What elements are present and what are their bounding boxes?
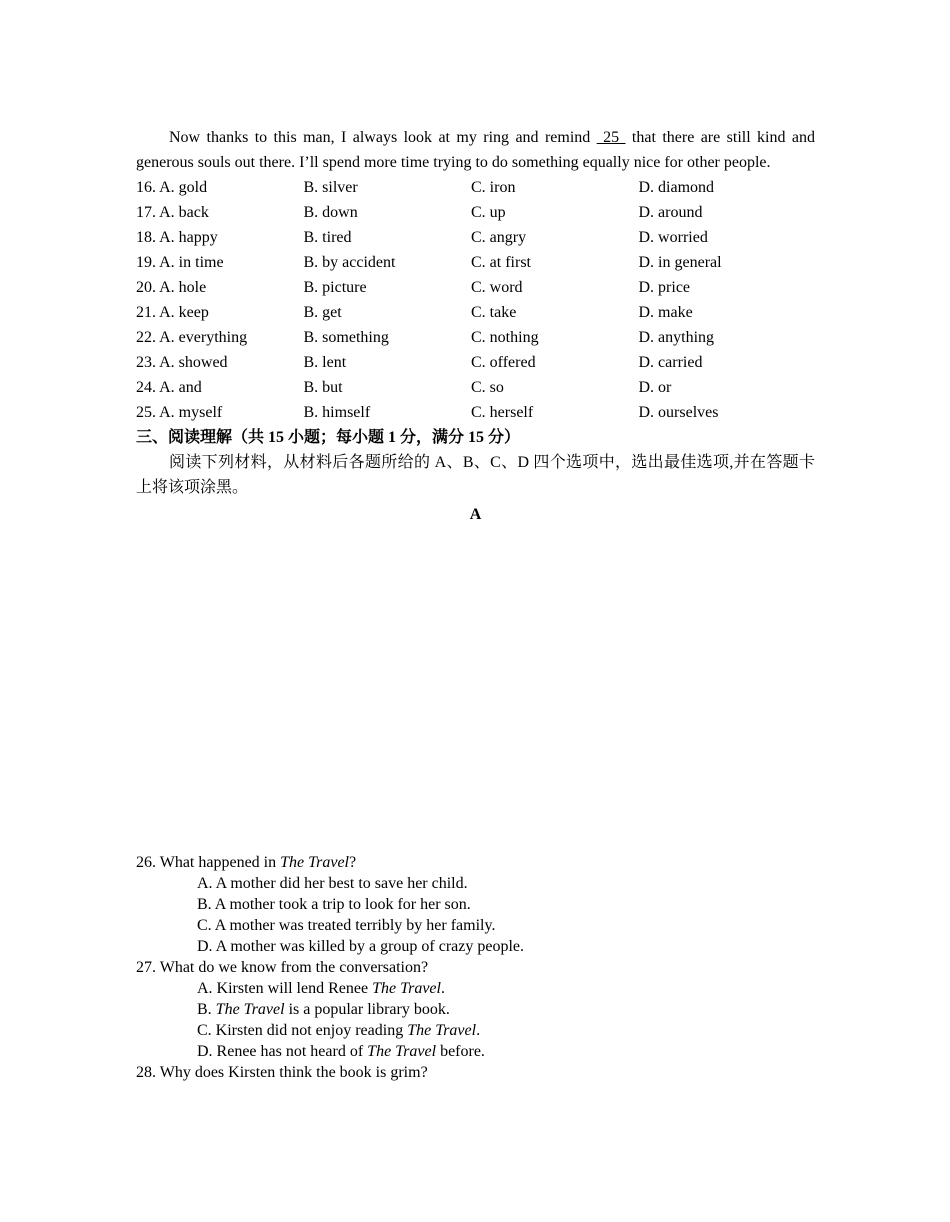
option: C. take xyxy=(471,304,517,321)
option: D. anything xyxy=(638,329,715,346)
stem-text: ? xyxy=(349,854,357,871)
option: B. get xyxy=(303,304,342,321)
option: 23. A. showed xyxy=(136,354,228,371)
option: B. down xyxy=(303,204,358,221)
passage-paragraph xyxy=(136,125,815,175)
answer-option xyxy=(136,999,815,1020)
stem-text: 26. What happened in xyxy=(136,854,281,871)
section-title: 三、阅读理解（共 15 小题；每小题 1 分，满分 15 分） xyxy=(136,429,521,446)
option: 16. A. gold xyxy=(136,179,208,196)
option-text: A. Kirsten will lend Renee xyxy=(197,980,373,997)
option: C. herself xyxy=(471,404,534,421)
answer-option: A. A mother did her best to save her child. xyxy=(197,875,468,892)
option: 20. A. hole xyxy=(136,279,207,296)
option: 25. A. myself xyxy=(136,404,223,421)
book-title: The Travel xyxy=(407,1022,477,1039)
option: 24. A. and xyxy=(136,379,202,396)
option-row-16 xyxy=(136,175,815,200)
option: 17. A. back xyxy=(136,204,209,221)
book-title: The Travel xyxy=(372,980,441,997)
option: C. up xyxy=(471,204,506,221)
option: D. carried xyxy=(638,354,703,371)
option: B. but xyxy=(303,379,343,396)
option: 21. A. keep xyxy=(136,304,209,321)
question-stem: 28. Why does Kirsten think the book is grim? xyxy=(136,1064,428,1081)
option: B. by accident xyxy=(303,254,396,271)
option: B. picture xyxy=(303,279,367,296)
option-text: is a popular library book. xyxy=(284,1001,450,1018)
option-row-22 xyxy=(136,325,815,350)
option: D. make xyxy=(638,304,693,321)
option: C. iron xyxy=(471,179,516,196)
option: B. lent xyxy=(303,354,347,371)
option-row-23 xyxy=(136,350,815,375)
option: B. something xyxy=(303,329,389,346)
option: C. at first xyxy=(471,254,531,271)
option: C. offered xyxy=(471,354,536,371)
passage-image-area xyxy=(136,527,815,852)
option: 22. A. everything xyxy=(136,329,248,346)
section-instruction: 阅读下列材料，从材料后各题所给的 A、B、C、D 四个选项中，选出最佳选项,并在答题卡上将该项涂黑。 xyxy=(136,454,815,496)
question-stem xyxy=(136,852,815,873)
cloze-options xyxy=(136,175,815,425)
option: D. ourselves xyxy=(638,404,719,421)
option-text: . xyxy=(440,980,445,997)
option: D. around xyxy=(638,204,703,221)
book-title: The Travel xyxy=(280,854,349,871)
passage-text-before: Now thanks to this man, I always look at my ring and remind xyxy=(169,129,597,146)
exam-page xyxy=(136,125,815,1083)
option: B. himself xyxy=(303,404,371,421)
option: D. price xyxy=(638,279,691,296)
option-row-21 xyxy=(136,300,815,325)
answer-option xyxy=(136,1041,815,1062)
option-row-17 xyxy=(136,200,815,225)
question-26 xyxy=(136,852,815,957)
option-row-18 xyxy=(136,225,815,250)
option: C. angry xyxy=(471,229,527,246)
option: C. word xyxy=(471,279,523,296)
option-text: before. xyxy=(436,1043,485,1060)
option: 18. A. happy xyxy=(136,229,218,246)
option: B. silver xyxy=(303,179,358,196)
option-text: . xyxy=(476,1022,481,1039)
option: D. or xyxy=(638,379,672,396)
passage-text-after: that there are still kind and generous souls out there. I’ll spend more time trying to do something equally nice for other people. xyxy=(136,129,816,171)
question-28 xyxy=(136,1062,815,1083)
question-stem: 27. What do we know from the conversation? xyxy=(136,959,429,976)
blank-25: 25 xyxy=(596,129,626,146)
book-title: The Travel xyxy=(215,1001,285,1018)
option: D. in general xyxy=(638,254,722,271)
option-text: D. Renee has not heard of xyxy=(197,1043,368,1060)
answer-option: C. A mother was treated terribly by her family. xyxy=(197,917,496,934)
option: C. nothing xyxy=(471,329,539,346)
option: D. diamond xyxy=(638,179,715,196)
option-row-25 xyxy=(136,400,815,425)
question-27 xyxy=(136,957,815,1062)
option-text: C. Kirsten did not enjoy reading xyxy=(197,1022,408,1039)
passage-label: A xyxy=(469,506,482,523)
option-row-24 xyxy=(136,375,815,400)
option: C. so xyxy=(471,379,504,396)
book-title: The Travel xyxy=(367,1043,437,1060)
answer-option: D. A mother was killed by a group of crazy people. xyxy=(197,938,525,955)
option: B. tired xyxy=(303,229,352,246)
option-row-19 xyxy=(136,250,815,275)
option-row-20 xyxy=(136,275,815,300)
answer-option xyxy=(136,1020,815,1041)
option-text: B. xyxy=(197,1001,216,1018)
answer-option xyxy=(136,978,815,999)
option: 19. A. in time xyxy=(136,254,224,271)
option: D. worried xyxy=(638,229,708,246)
answer-option: B. A mother took a trip to look for her son. xyxy=(197,896,471,913)
